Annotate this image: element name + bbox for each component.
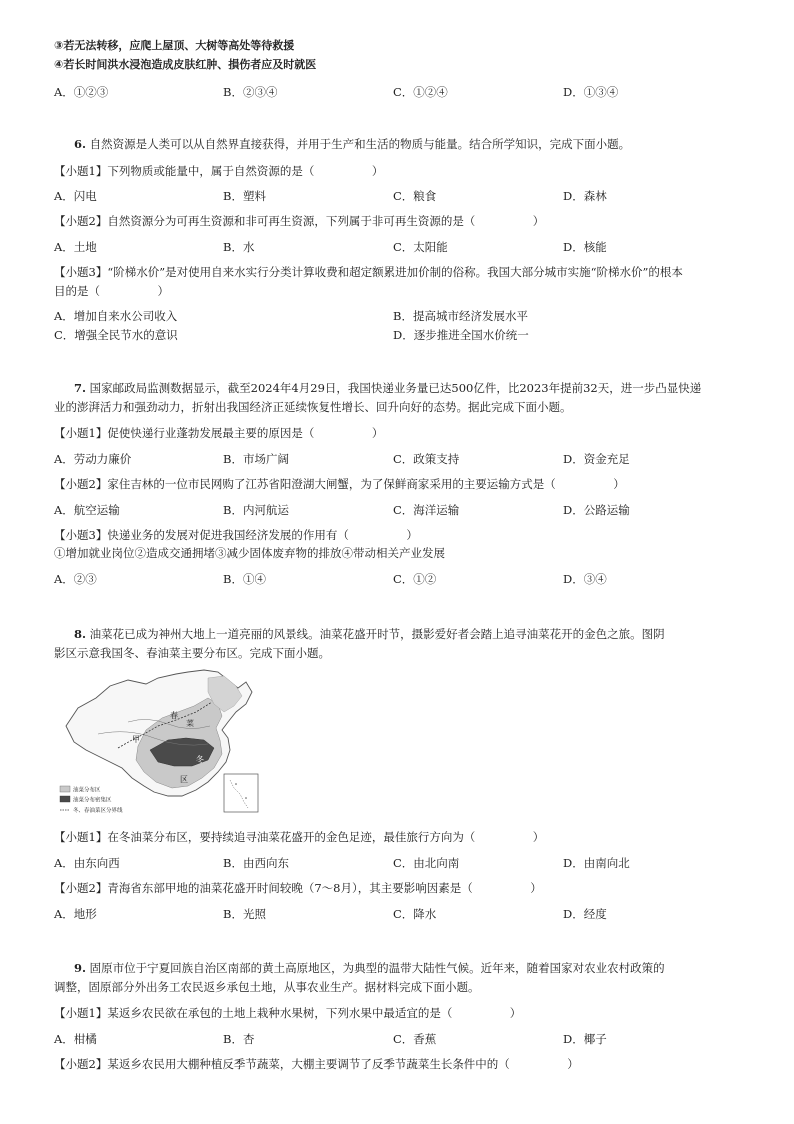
- q9-number: 9.: [74, 961, 87, 975]
- q8-stem-line2: 影区示意我国冬、春油菜主要分布区。完成下面小题。: [54, 646, 330, 660]
- option-d: D．由南向北: [563, 856, 630, 870]
- option-b: B．提高城市经济发展水平: [393, 309, 528, 323]
- q8-sub1: 【小题1】在冬油菜分布区，要持续追寻油菜花盛开的金色足迹，最佳旅行方向为（ ）: [54, 830, 545, 844]
- option-d: D．③④: [563, 572, 607, 586]
- option-b: B．光照: [223, 907, 266, 921]
- q9-sub1: 【小题1】某返乡农民欲在承包的土地上栽种水果树，下列水果中最适宜的是（ ）: [54, 1006, 522, 1020]
- option-c: C．①②: [393, 572, 437, 586]
- q9-stem-line1: [74, 960, 665, 976]
- q6-sub3-line2: 目的是（ ）: [54, 284, 169, 298]
- option-b: B．①④: [223, 572, 266, 586]
- option-c: C．①②④: [393, 85, 448, 99]
- option-c: C．海洋运输: [393, 503, 460, 517]
- legend-swatch-distribution: [60, 786, 70, 792]
- option-a: A．航空运输: [54, 503, 120, 517]
- option-b: B．塑料: [223, 189, 266, 203]
- option-a: A．地形: [54, 907, 97, 921]
- q7-number: 7.: [74, 381, 87, 395]
- rapeseed-distribution-map: [58, 668, 270, 818]
- q8-sub2: 【小题2】青海省东部甲地的油菜花盛开时间较晚（7～8月），其主要影响因素是（ ）: [54, 881, 542, 895]
- q7-stem-line1: [74, 380, 701, 396]
- q6-sub1-options: [54, 188, 744, 204]
- option-a: A．②③: [54, 572, 97, 586]
- q6-sub3-options-row1: [54, 308, 744, 324]
- option-c: C．政策支持: [393, 452, 460, 466]
- option-a: A．土地: [54, 240, 97, 254]
- q6-sub3-line1: 【小题3】“阶梯水价”是对使用自来水实行分类计算收费和超定额累进加价制的俗称。我国大部分城市实施“阶梯水价”的根本: [54, 265, 683, 279]
- q7-sub2-options: [54, 502, 744, 518]
- q7-sub1: 【小题1】促使快递行业蓬勃发展最主要的原因是（ ）: [54, 426, 384, 440]
- q9-sub2: 【小题2】某返乡农民用大棚种植反季节蔬菜，大棚主要调节了反季节蔬菜生长条件中的（ ）: [54, 1057, 579, 1071]
- q9-stem-text: 固原市位于宁夏回族自治区南部的黄土高原地区，为典型的温带大陆性气候。近年来，随着国家对农业农村政策的: [89, 961, 665, 975]
- option-b: B．市场广阔: [223, 452, 289, 466]
- legend-swatch-dense: [60, 796, 70, 802]
- option-a: A．增加自来水公司收入: [54, 309, 178, 323]
- legend-distribution: 油菜分布区: [73, 787, 101, 794]
- option-b: B．②③④: [223, 85, 278, 99]
- q7-sub2: 【小题2】家住吉林的一位市民网购了江苏省阳澄湖大闸蟹，为了保鲜商家采用的主要运输方式是（ ）: [54, 477, 625, 491]
- option-d: D．公路运输: [563, 503, 630, 517]
- top-options: [54, 84, 744, 100]
- q6-sub2: 【小题2】自然资源分为可再生资源和非可再生资源，下列属于非可再生资源的是（ ）: [54, 214, 545, 228]
- option-d: D．核能: [563, 240, 607, 254]
- q7-sub1-options: [54, 451, 744, 467]
- option-line-4: ④若长时间洪水浸泡造成皮肤红肿、損伤者应及时就医: [54, 58, 317, 71]
- option-c: C．香蕉: [393, 1032, 437, 1046]
- option-d: D．①③④: [563, 85, 619, 99]
- legend-boundary: 冬、春油菜区分界线: [73, 808, 123, 814]
- q7-stem-line2: 业的澎湃活力和强劲动力，折射出我国经济正延续恢复性增长、回升向好的态势。据此完成下面小题。: [54, 400, 572, 414]
- q7-sub3-statements: ①增加就业岗位②造成交通拥堵③减少固体废弃物的排放④带动相关产业发展: [54, 546, 445, 560]
- option-b: B．水: [223, 240, 255, 254]
- q8-stem-text: 油菜花已成为神州大地上一道亮丽的风景线。油菜花盛开时节，摄影爱好者会踏上追寻油菜花开的金色之旅。图阴: [89, 627, 665, 641]
- option-b: B．由西向东: [223, 856, 289, 870]
- option-b: B．内河航运: [223, 503, 289, 517]
- legend-dense: 油菜分布密集区: [73, 797, 112, 804]
- option-c: C．粮食: [393, 189, 437, 203]
- q7-stem-text: 国家邮政局监测数据显示，截至2024年4月29日，我国快递业务量已达500亿件，比2023年提前32天，进一步凸显快递: [89, 381, 702, 395]
- option-d: D．经度: [563, 907, 607, 921]
- q6-sub3-options-row2: [54, 327, 744, 343]
- q7-sub3-options: [54, 571, 744, 587]
- q6-sub1: 【小题1】下列物质或能量中，属于自然资源的是（ ）: [54, 164, 384, 178]
- q9-sub1-options: [54, 1031, 744, 1047]
- q6-stem: [74, 136, 630, 152]
- q6-stem-text: 自然资源是人类可以从自然界直接获得，并用于生产和生活的物质与能量。结合所学知识，完成下面小题。: [89, 137, 631, 151]
- map-label-chun: 春: [170, 711, 178, 720]
- option-c: C．由北向南: [393, 856, 460, 870]
- option-a: A．闪电: [54, 189, 97, 203]
- option-a: A．劳动力廉价: [54, 452, 132, 466]
- option-d: D．资金充足: [563, 452, 630, 466]
- map-label-jia: 甲: [132, 735, 140, 744]
- q8-number: 8.: [74, 627, 87, 641]
- q8-sub1-options: [54, 855, 744, 871]
- map-label-dong: 冬: [196, 755, 204, 764]
- q8-stem-line1: [74, 626, 665, 642]
- option-a: A．柑橘: [54, 1032, 97, 1046]
- option-d: D．椰子: [563, 1032, 607, 1046]
- option-a: A．①②③: [54, 85, 109, 99]
- map-label-qu: 区: [180, 775, 188, 784]
- map-label-cai: 菜: [186, 719, 194, 728]
- option-d: D．森林: [563, 189, 607, 203]
- q6-sub2-options: [54, 239, 744, 255]
- option-a: A．由东向西: [54, 856, 120, 870]
- option-b: B．杏: [223, 1032, 255, 1046]
- option-c: C．太阳能: [393, 240, 448, 254]
- q6-number: 6.: [74, 137, 87, 151]
- option-c: C．降水: [393, 907, 437, 921]
- q9-stem-line2: 调整，固原部分外出务工农民返乡承包土地，从事农业生产。据材料完成下面小题。: [54, 980, 480, 994]
- q7-sub3: 【小题3】快递业务的发展对促进我国经济发展的作用有（ ）: [54, 528, 418, 542]
- option-line-3: ③若无法转移，应爬上屋顶、大树等高处等待救援: [54, 39, 295, 52]
- option-d: D．逐步推进全国水价统一: [393, 328, 529, 342]
- q8-sub2-options: [54, 906, 744, 922]
- option-c: C．增强全民节水的意识: [54, 328, 178, 342]
